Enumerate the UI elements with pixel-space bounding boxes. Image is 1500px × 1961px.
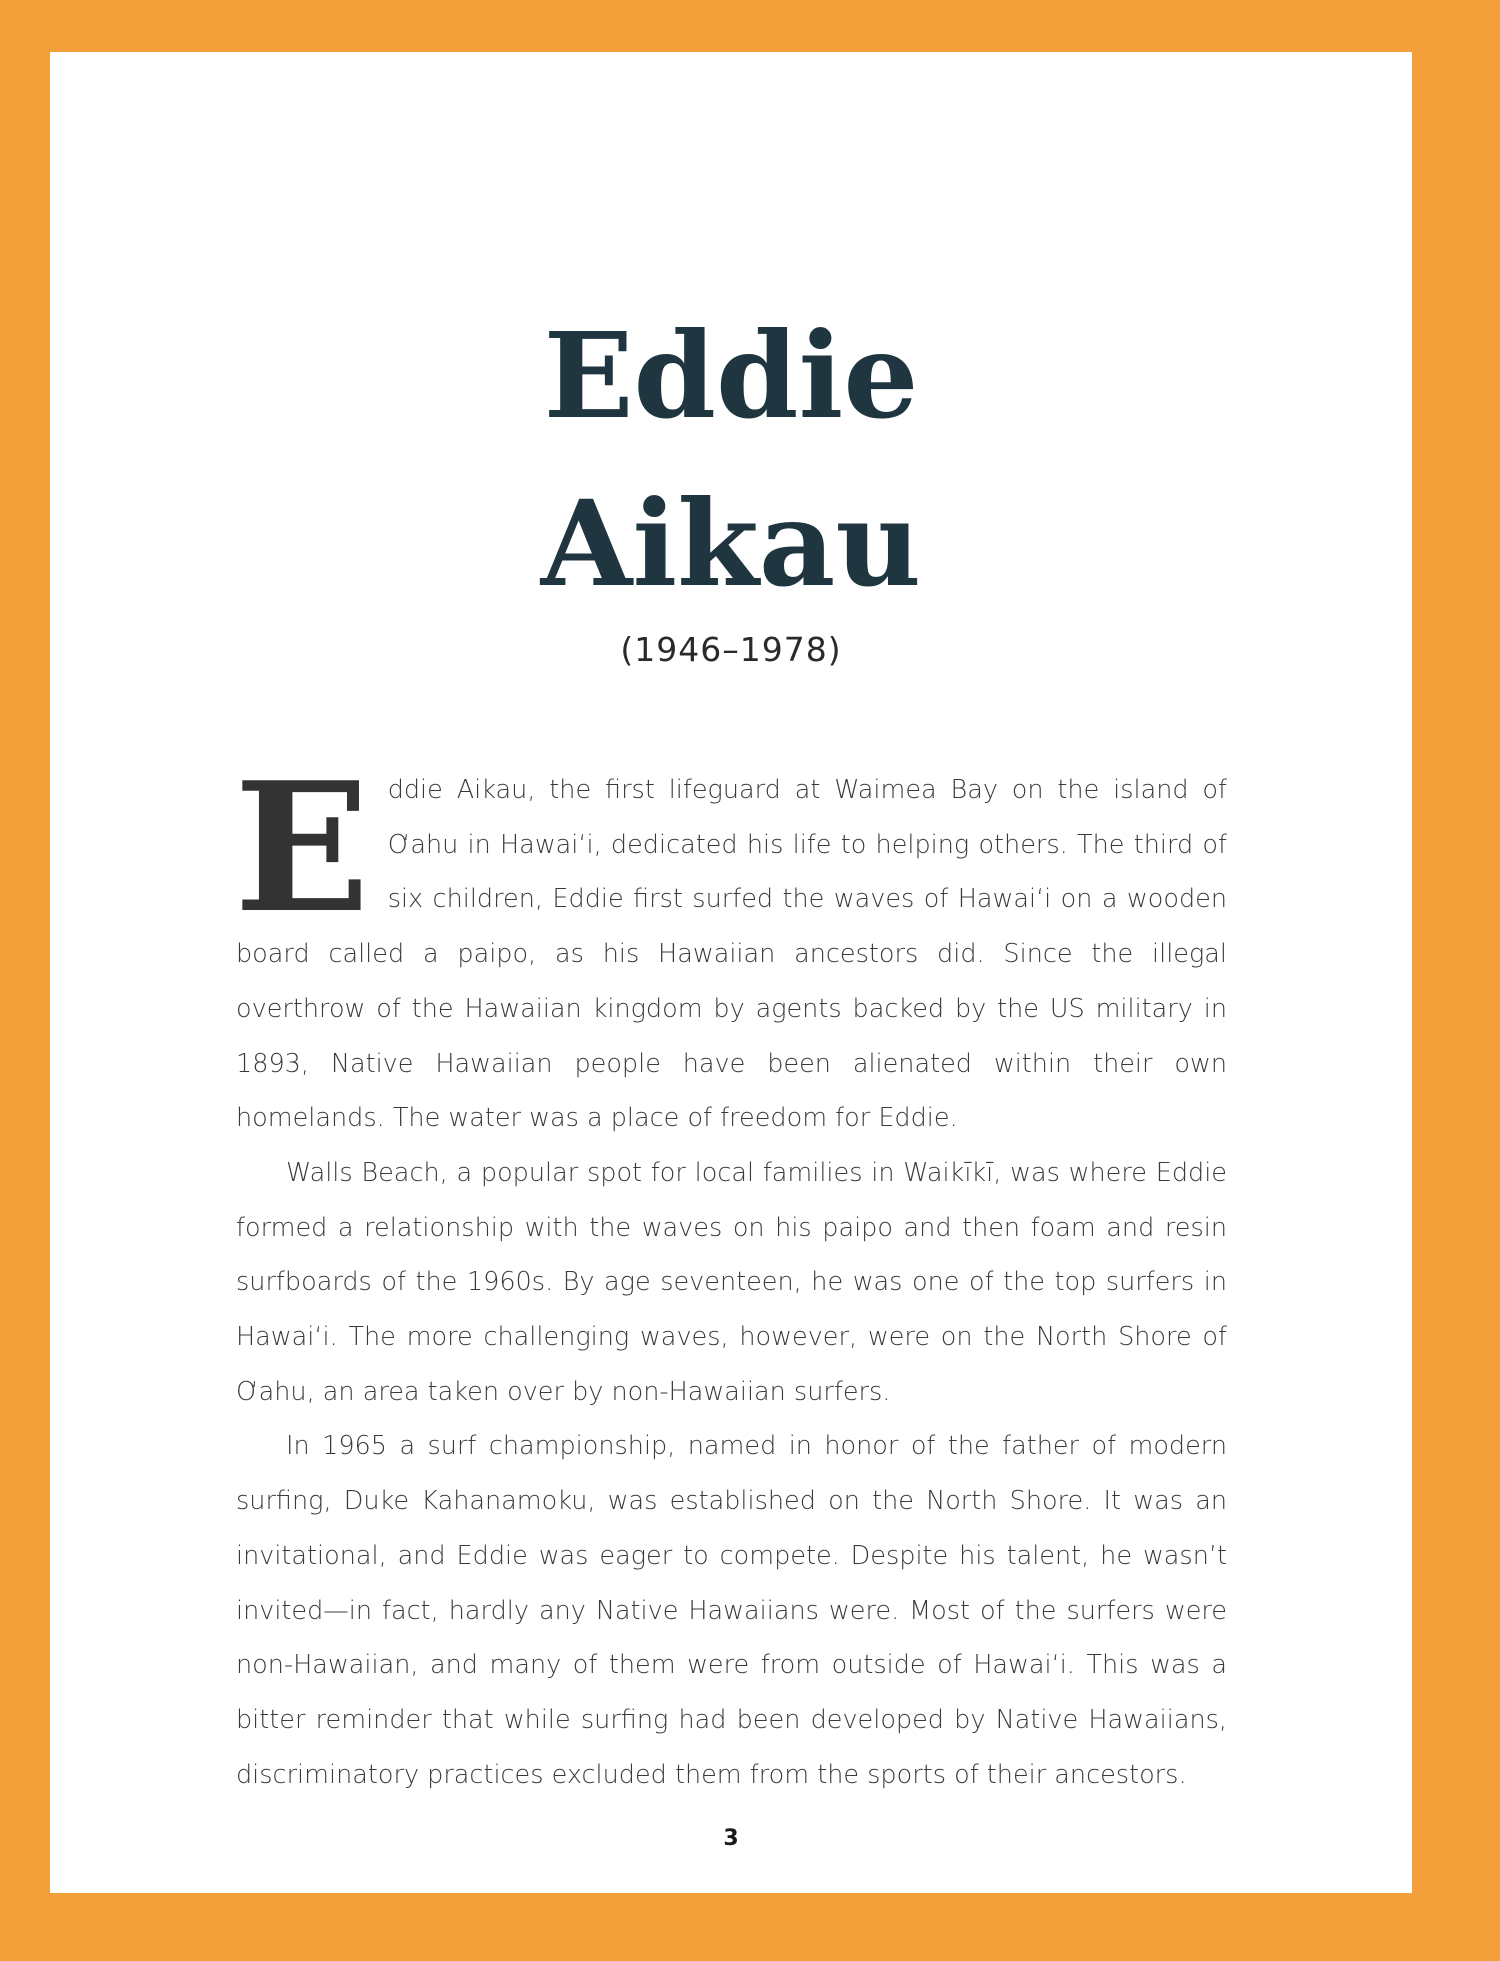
drop-cap: E xyxy=(234,743,370,952)
page-number: 3 xyxy=(723,1826,739,1851)
title-last-name: Aikau xyxy=(540,474,922,613)
paragraph-2: Walls Beach, a popular spot for local families in Waikīkī, was where Eddie formed a relationship with the waves on his paipo and then foam and resin surfboards of the 1960s. By age seventeen, he was one of the top surfers in Hawai‘i. The more challenging waves, however, were on the North Shore of O‘ahu, an area taken over by non-Hawaiian surfers. xyxy=(236,1157,1227,1407)
article-body xyxy=(234,743,1227,1802)
life-dates: (1946–1978) xyxy=(620,630,842,669)
paragraph-3: In 1965 a surf championship, named in honor of the father of modern surfing, Duke Kahanamoku, was established on the North Shore. It was an invitational, and Eddie was eager to compete. Despite his talent, he wasn’t invited—in fact, hardly any Native Hawaiians were. Most of the surfers were non-Hawaiian, and many of them were from outside of Hawai‘i. This was a bitter reminder that while surfing had been developed by Native Hawaiians, discriminatory practices excluded them from the sports of their ancestors. xyxy=(236,1431,1227,1790)
paragraph-1 xyxy=(234,743,1227,1146)
book-page xyxy=(50,52,1412,1893)
paragraph-1-text: ddie Aikau, the first lifeguard at Waimea Bay on the island of O‘ahu in Hawai‘i, dedicated his life to helping others. The third of six children, Eddie first surfed the waves of Hawai‘i on a wooden board called a paipo, as his Hawaiian ancestors did. Since the illegal overthrow of the Hawaiian kingdom by agents backed by the US military in 1893, Native Hawaiian people have been alienated within their own homelands. The water was a place of freedom for Eddie. xyxy=(236,775,1227,1134)
title-first-name: Eddie xyxy=(543,306,919,445)
